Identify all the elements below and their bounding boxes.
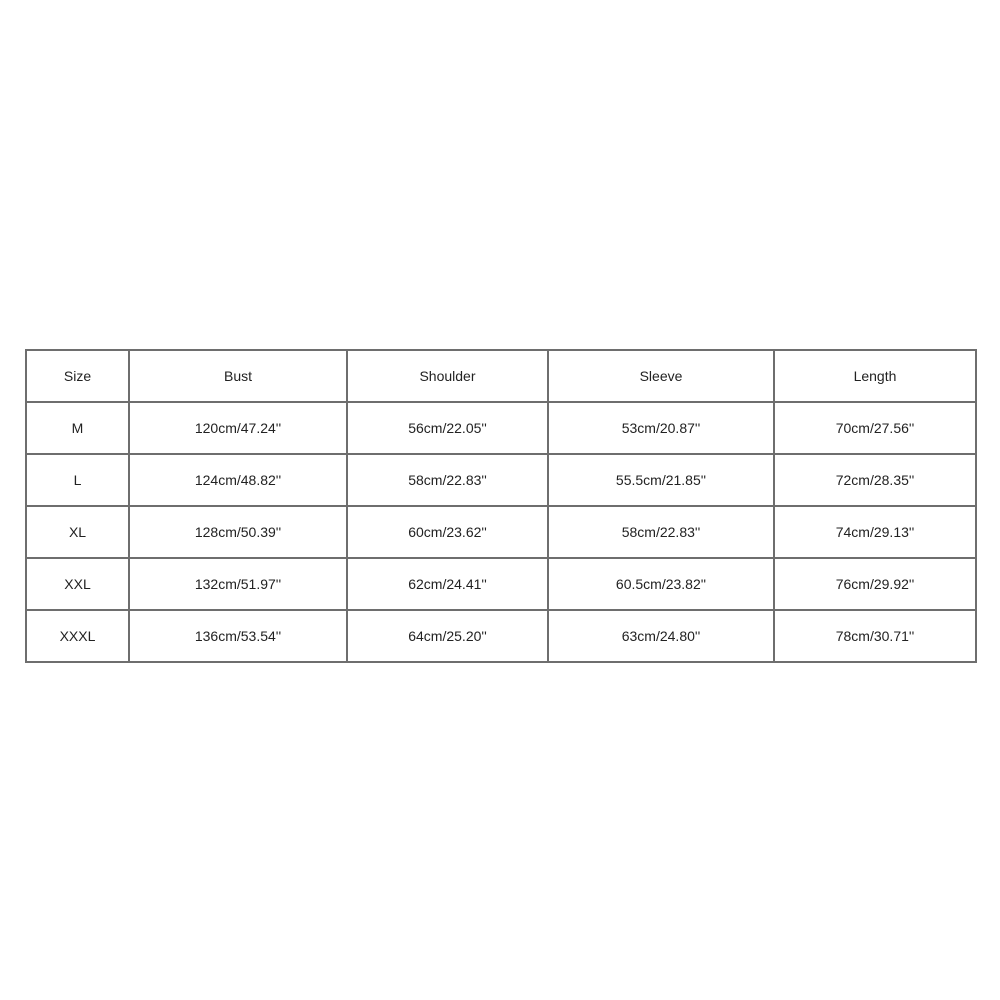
header-size: Size [26,350,129,402]
cell-sleeve: 53cm/20.87'' [548,402,774,454]
cell-shoulder: 62cm/24.41'' [347,558,548,610]
table-row [26,454,976,506]
cell-size: M [26,402,129,454]
cell-length: 78cm/30.71'' [774,610,976,662]
table-row [26,610,976,662]
header-row [26,350,976,402]
table-row [26,402,976,454]
cell-length: 70cm/27.56'' [774,402,976,454]
cell-bust: 132cm/51.97'' [129,558,347,610]
cell-bust: 136cm/53.54'' [129,610,347,662]
cell-length: 72cm/28.35'' [774,454,976,506]
cell-length: 76cm/29.92'' [774,558,976,610]
cell-size: XXL [26,558,129,610]
header-bust: Bust [129,350,347,402]
table-row [26,558,976,610]
size-chart-table [25,349,977,663]
cell-shoulder: 56cm/22.05'' [347,402,548,454]
cell-sleeve: 58cm/22.83'' [548,506,774,558]
cell-bust: 128cm/50.39'' [129,506,347,558]
cell-length: 74cm/29.13'' [774,506,976,558]
cell-bust: 120cm/47.24'' [129,402,347,454]
cell-shoulder: 64cm/25.20'' [347,610,548,662]
table-row [26,506,976,558]
cell-shoulder: 58cm/22.83'' [347,454,548,506]
cell-sleeve: 60.5cm/23.82'' [548,558,774,610]
cell-size: XL [26,506,129,558]
cell-size: L [26,454,129,506]
header-sleeve: Sleeve [548,350,774,402]
cell-shoulder: 60cm/23.62'' [347,506,548,558]
cell-sleeve: 63cm/24.80'' [548,610,774,662]
cell-bust: 124cm/48.82'' [129,454,347,506]
header-shoulder: Shoulder [347,350,548,402]
cell-sleeve: 55.5cm/21.85'' [548,454,774,506]
header-length: Length [774,350,976,402]
cell-size: XXXL [26,610,129,662]
